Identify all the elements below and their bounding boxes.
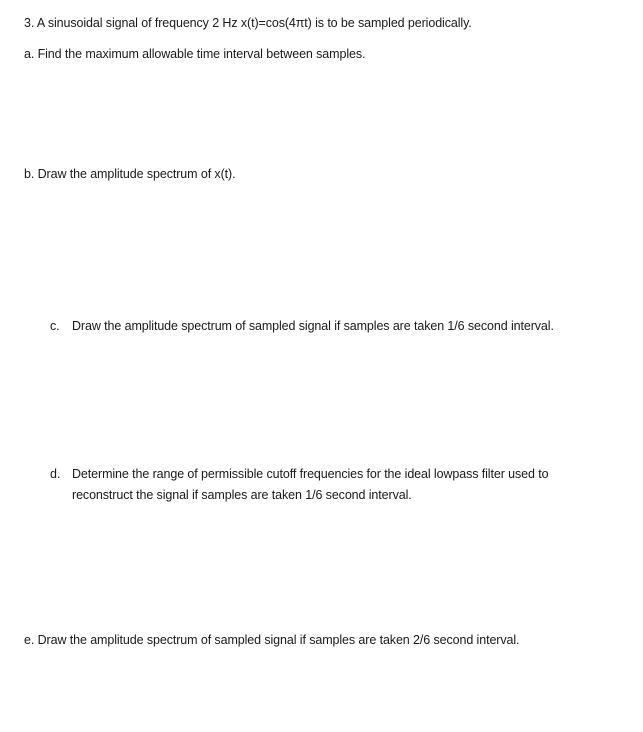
part-e-text: e. Draw the amplitude spectrum of sampled signal if samples are taken 2/6 second interval.: [24, 633, 520, 647]
part-d-text-line2: reconstruct the signal if samples are taken 1/6 second interval.: [72, 488, 412, 502]
part-a-text: a. Find the maximum allowable time interval between samples.: [24, 47, 366, 61]
part-c-marker: c.: [50, 319, 60, 333]
question-title: 3. A sinusoidal signal of frequency 2 Hz x(t)=cos(4πt) is to be sampled periodically.: [24, 16, 472, 30]
part-d-marker: d.: [50, 467, 61, 481]
part-c-text: Draw the amplitude spectrum of sampled signal if samples are taken 1/6 second interval.: [72, 319, 554, 333]
part-d-text-line1: Determine the range of permissible cutoff frequencies for the ideal lowpass filter used to: [72, 467, 549, 481]
part-b-text: b. Draw the amplitude spectrum of x(t).: [24, 167, 236, 181]
